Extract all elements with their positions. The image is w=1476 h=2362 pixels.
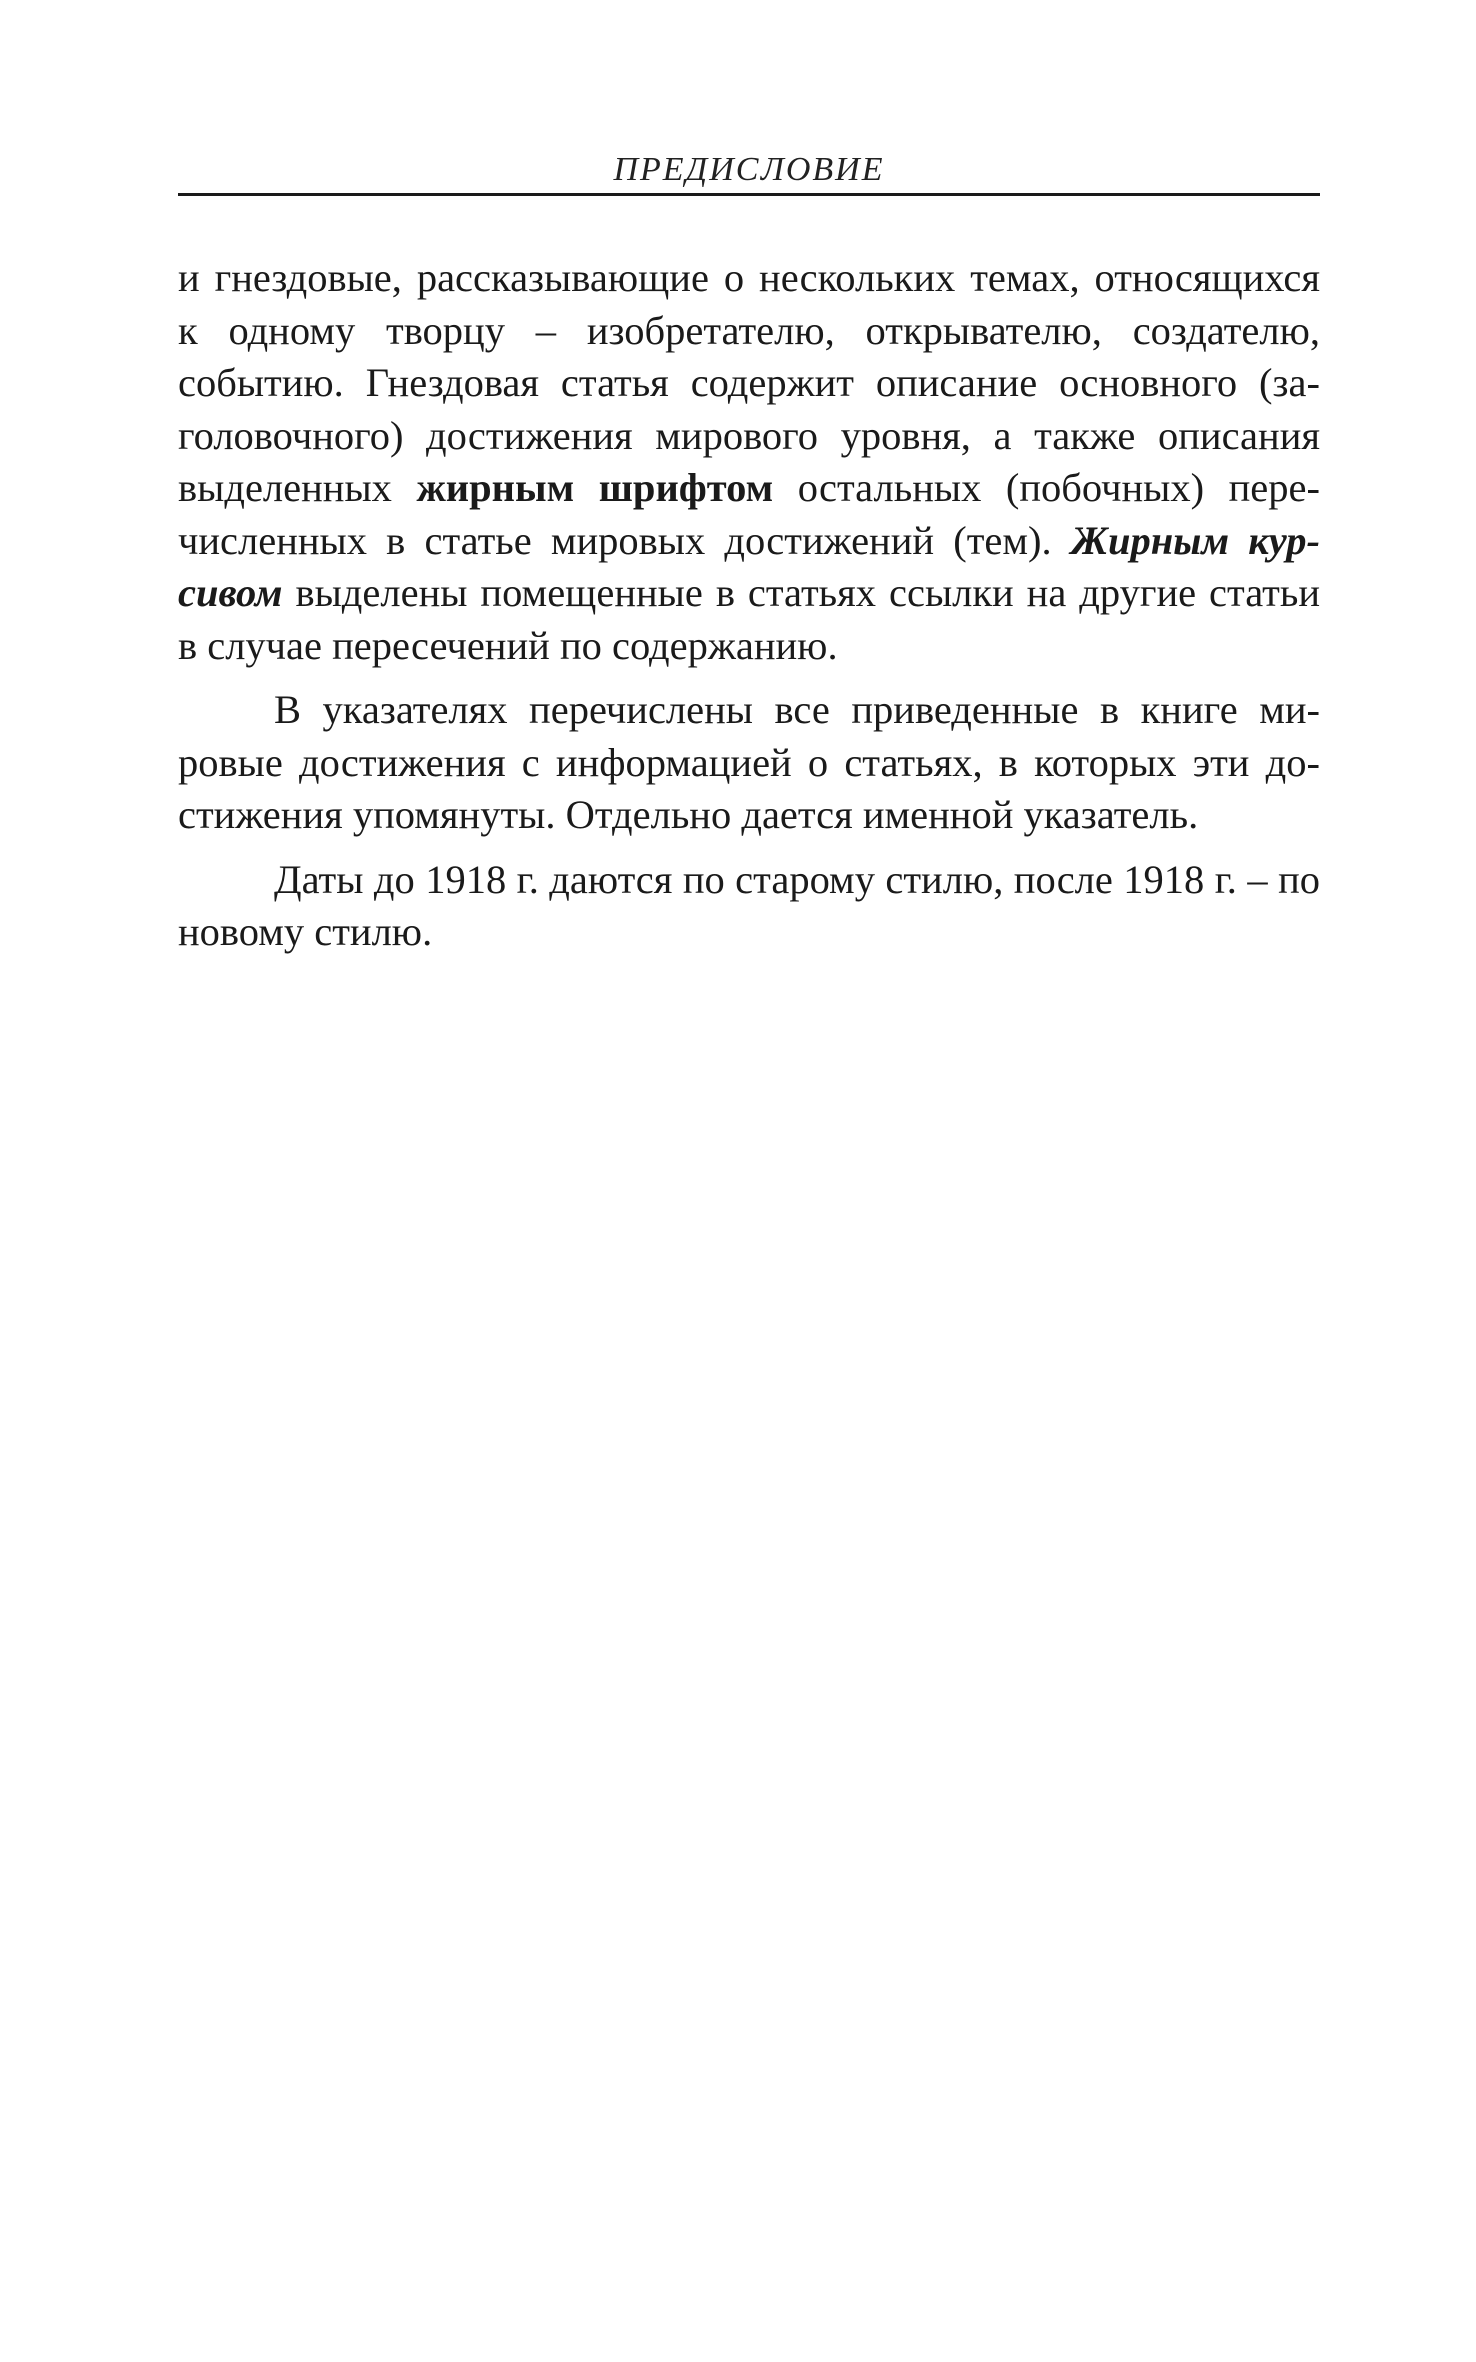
bold-font-phrase: жирным шрифтом — [416, 465, 774, 510]
bold-italic-phrase: Жирным курсивом — [178, 517, 1320, 615]
paragraph-1 — [178, 252, 1320, 672]
paragraph-1-text-c: выделены помещенные в статьях ссылки на другие статьи в случае пересечений по содержанию. — [178, 570, 1320, 668]
paragraph-1-text-a: и гнездовые, рассказывающие о нескольких темах, относящихся к одному творцу – изобретателю, открывателю, создателю, событию. Гнездовая статья содержит описание основного (заголовочного) достижения мирового уровня, а также описания выделенных — [178, 255, 1320, 510]
header-rule — [178, 193, 1320, 196]
running-header: ПРЕДИСЛОВИЕ — [613, 151, 885, 188]
paragraph-1-text-b: остальных (побочных) перечисленных в статье мировых достижений (тем). — [178, 465, 1320, 563]
body-text — [178, 252, 1320, 971]
paragraph-3: Даты до 1918 г. даются по старому стилю, после 1918 г. – по новому стилю. — [178, 856, 1320, 954]
paragraph-2: В указателях перечислены все приведенные в книге мировые достижения с информацией о статьях, в которых эти достижения упомянуты. Отдельно дается именной указатель. — [178, 687, 1320, 837]
